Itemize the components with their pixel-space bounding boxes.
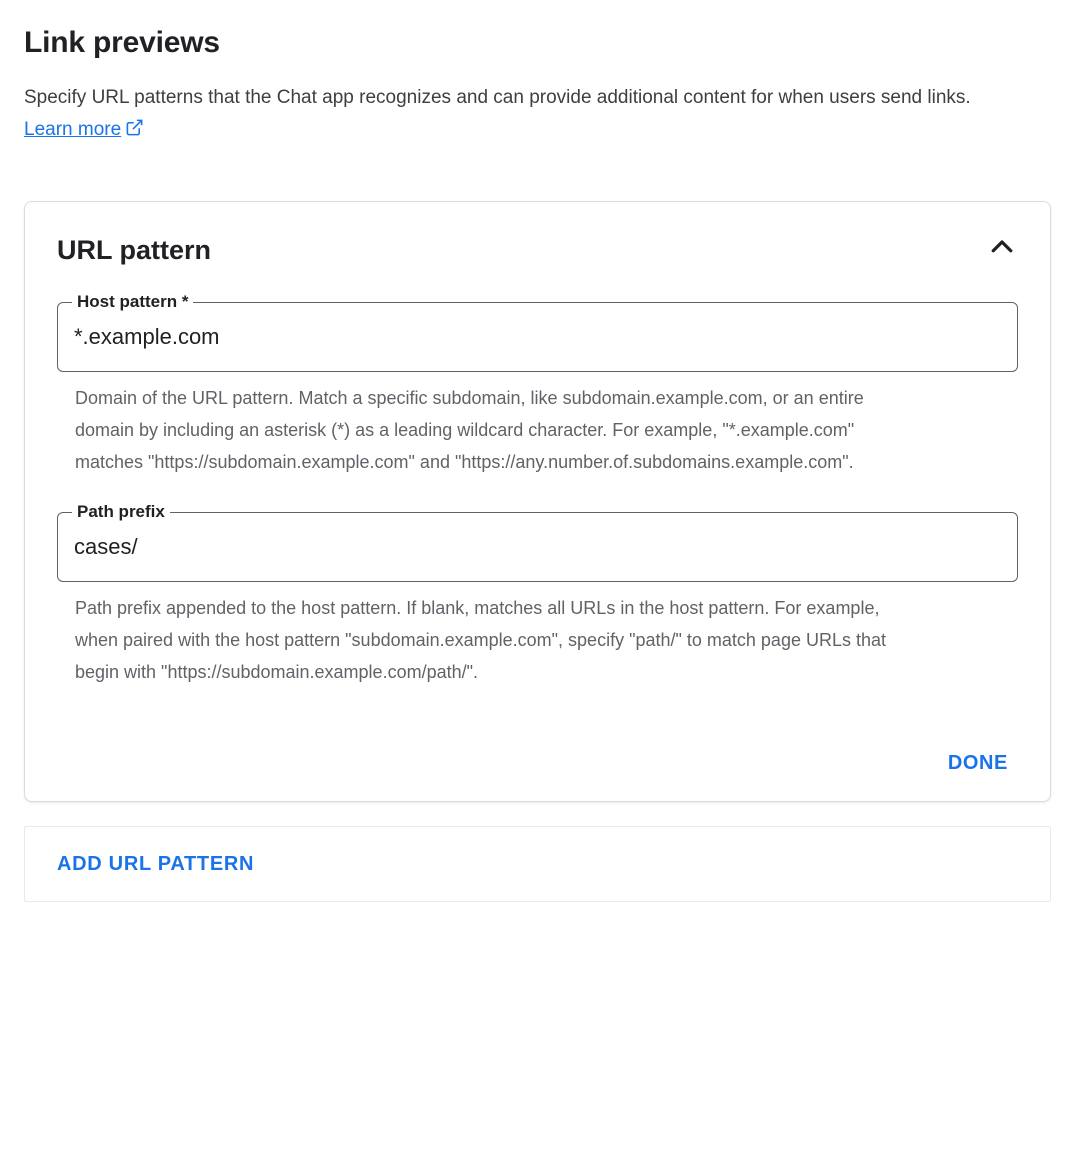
external-link-icon[interactable]	[125, 116, 144, 148]
path-prefix-input-wrapper[interactable]	[57, 502, 1018, 582]
page-description	[24, 82, 1039, 148]
chevron-up-icon[interactable]	[982, 227, 1022, 267]
path-prefix-helper-text: Path prefix appended to the host pattern. If blank, matches all URLs in the host pattern. For example, when paired with the host pattern "subdomain.example.com", specify "path/" to match page URLs that begin with "https://subdomain.example.com/path/".	[75, 598, 886, 682]
learn-more-link[interactable]: Learn more	[24, 119, 122, 140]
url-pattern-title: URL pattern	[57, 235, 212, 265]
url-pattern-card	[24, 201, 1051, 802]
host-pattern-label: Host pattern *	[72, 291, 193, 313]
host-pattern-helper-text: Domain of the URL pattern. Match a specific subdomain, like subdomain.example.com, or an entire domain by including an asterisk (*) as a leading wildcard character. For example, "*.example.com" matches "https://subdomain.example.com" and "https://any.number.of.subdomains.example.com".	[75, 388, 864, 472]
add-url-pattern-row[interactable]	[24, 826, 1051, 902]
path-prefix-input[interactable]	[74, 534, 1001, 560]
path-prefix-field	[57, 502, 1018, 688]
add-url-pattern-button[interactable]: ADD URL PATTERN	[57, 852, 255, 875]
host-pattern-field	[57, 292, 1018, 478]
page-title: Link previews	[24, 26, 220, 59]
host-pattern-input[interactable]	[74, 324, 1001, 350]
done-button[interactable]: DONE	[938, 744, 1018, 783]
page-description-text: Specify URL patterns that the Chat app recognizes and can provide additional content for when users send links.	[24, 87, 971, 108]
host-pattern-input-wrapper[interactable]	[57, 292, 1018, 372]
url-pattern-card-header	[57, 226, 1018, 268]
url-pattern-card-actions	[57, 744, 1018, 783]
path-prefix-label: Path prefix	[72, 501, 170, 523]
